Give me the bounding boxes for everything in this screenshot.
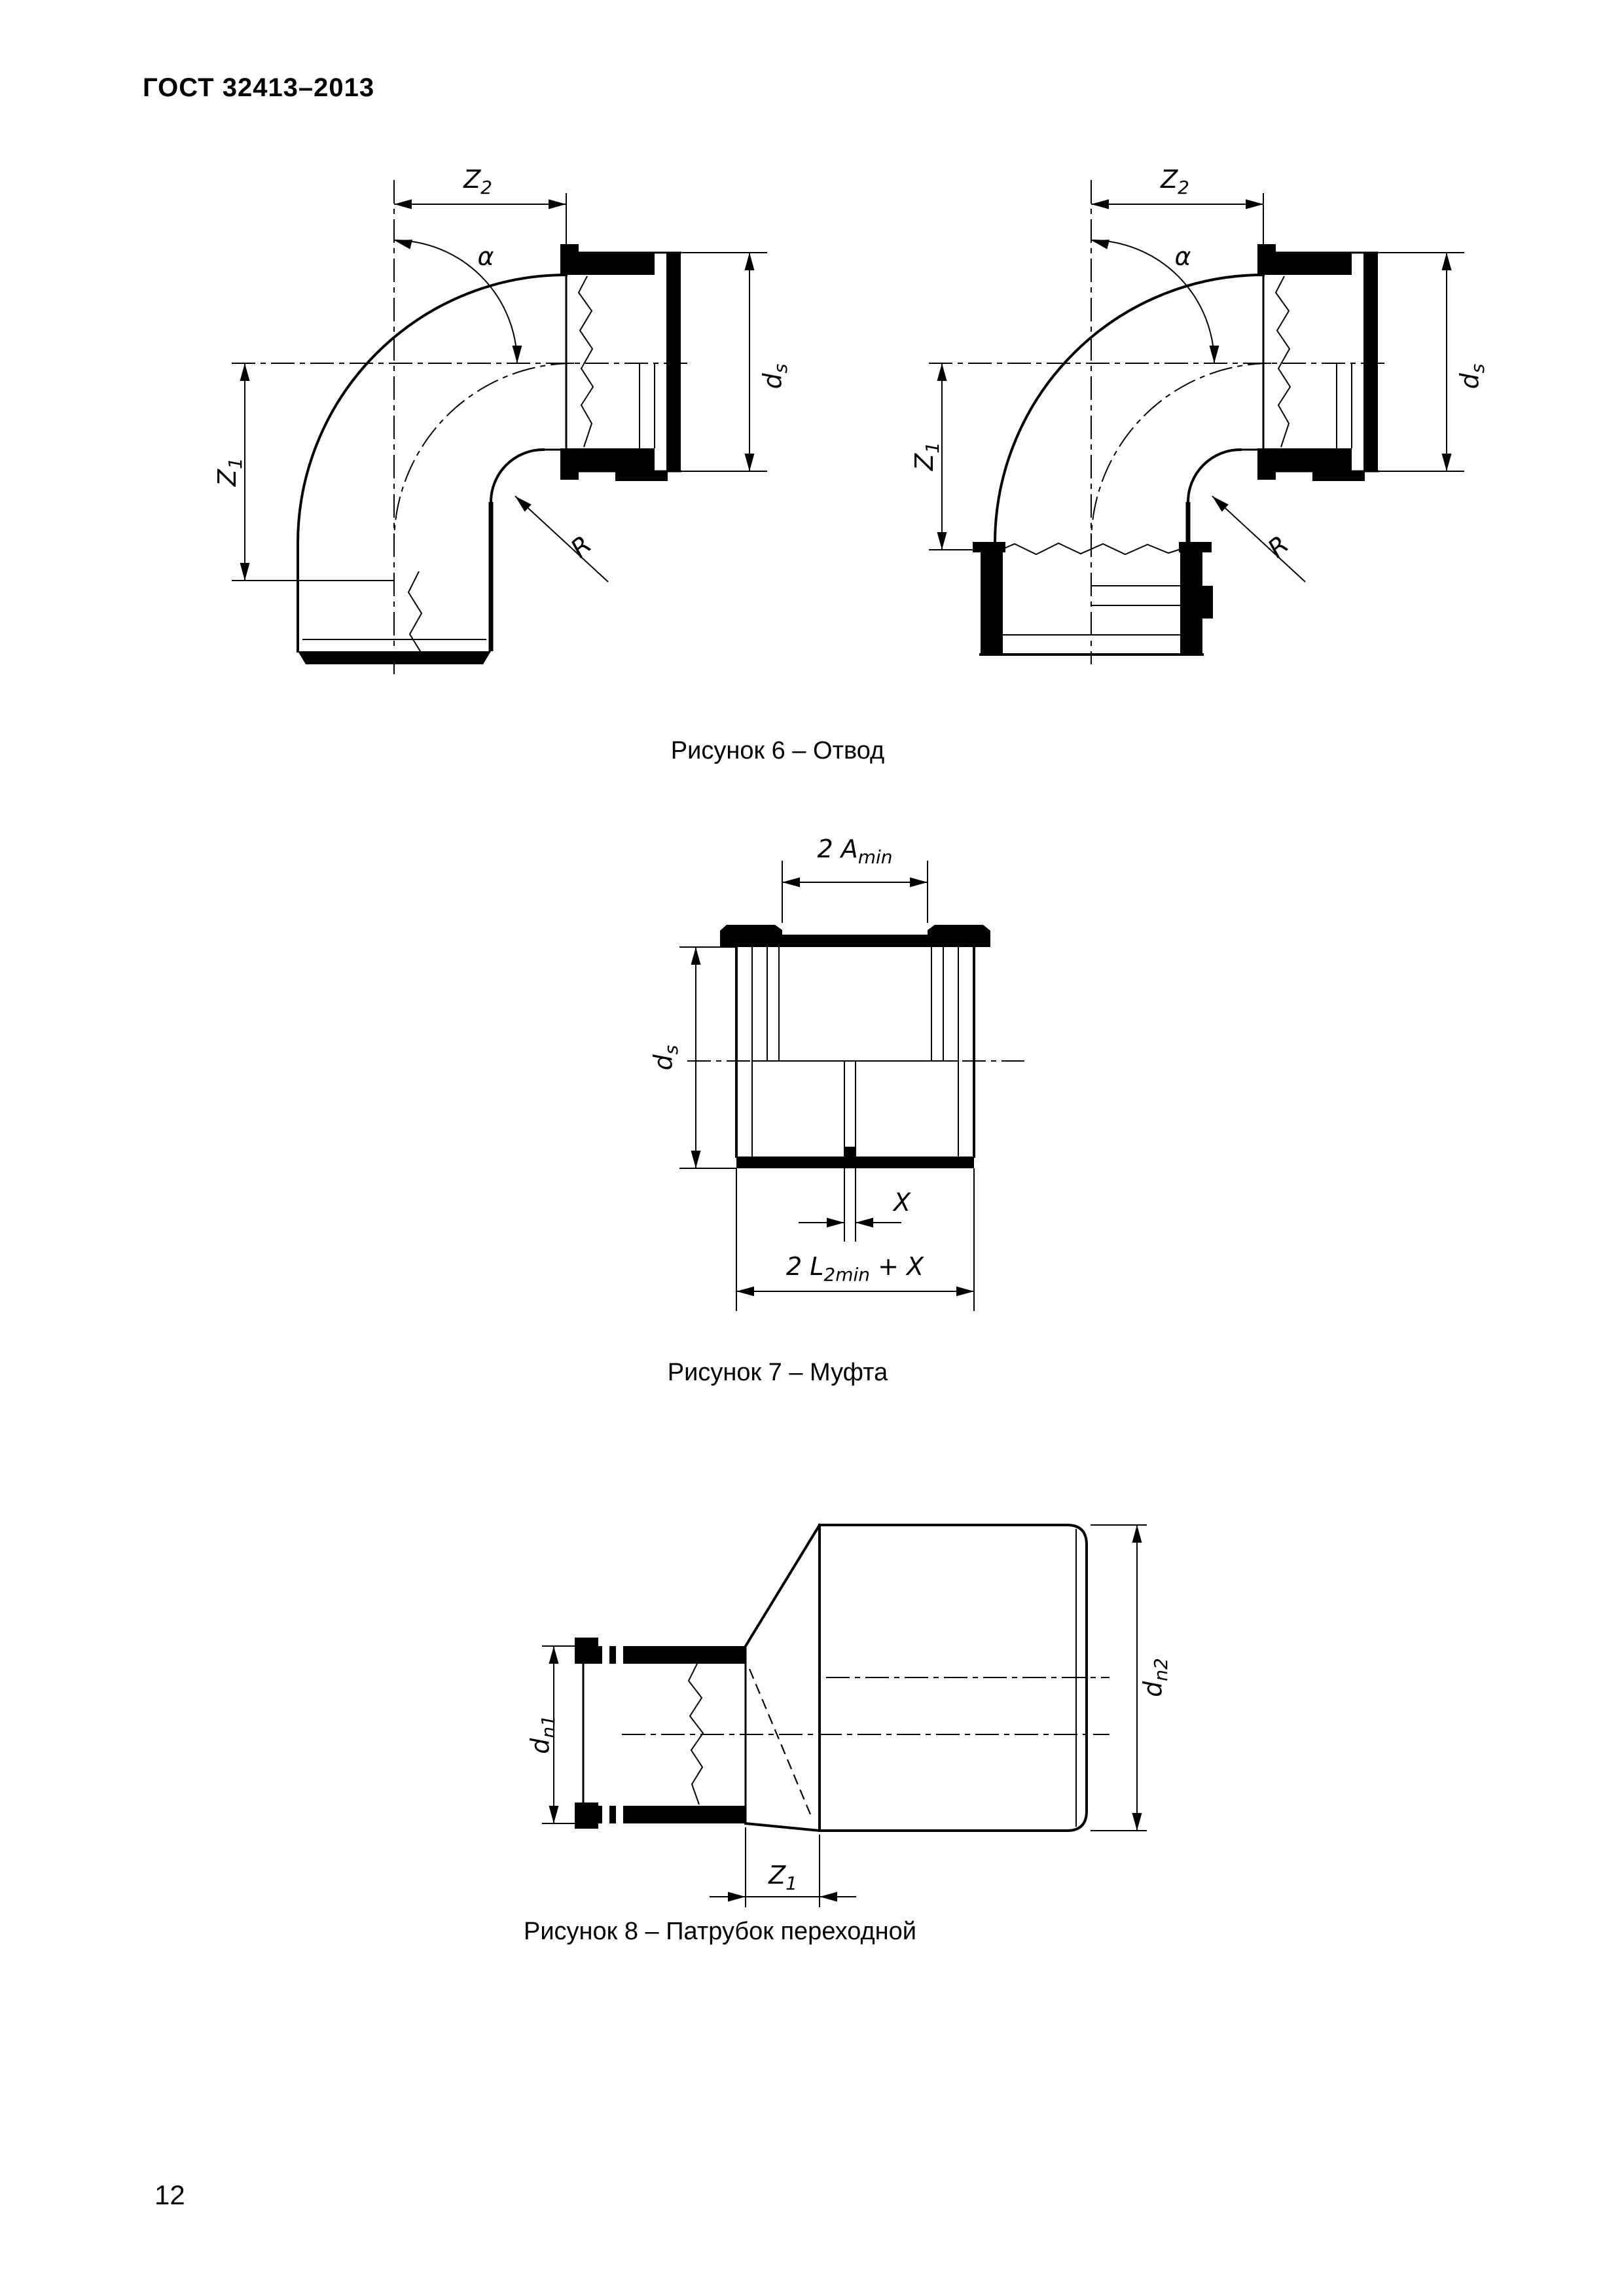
dim-label-dn2: $d_{n2}$: [1138, 1658, 1172, 1697]
dimension-dn1: [526, 1646, 586, 1823]
dim-label-ds: $d_s$: [649, 1045, 682, 1071]
dim-label-total-length: 2 $L_{2min} + X$: [785, 1252, 924, 1285]
elbow-body: [298, 244, 681, 664]
figure7-coupling-drawing: [615, 825, 1034, 1348]
dim-label-ds: $d_s$: [1455, 363, 1489, 389]
dim-label-x: X: [893, 1188, 911, 1217]
document-header: ГОСТ 32413–2013: [143, 73, 375, 102]
figure6-caption: Рисунок 6 – Отвод: [670, 737, 885, 764]
dimension-alpha: [393, 236, 522, 363]
dim-label-z1: $Z_1$: [213, 457, 246, 486]
dimension-ds: [1299, 253, 1489, 471]
dimension-r: [512, 493, 608, 582]
dimension-z1: [910, 363, 981, 550]
dim-label-r: R: [565, 529, 597, 564]
dim-label-2amin: 2 $A_{min}$: [817, 834, 893, 868]
dim-label-dn1: $d_{n1}$: [526, 1715, 559, 1754]
dimension-r: [1209, 493, 1305, 582]
figure8-reducer-drawing: [524, 1512, 1172, 1918]
dimension-alpha: [1090, 236, 1219, 363]
dim-label-ds: $d_s$: [758, 363, 791, 389]
dimension-z1: [213, 363, 394, 581]
dimension-ds: [602, 253, 791, 471]
reducer-centerlines: [622, 1677, 1110, 1734]
dim-label-z1: $Z_1$: [910, 442, 943, 471]
dim-label-alpha: α: [477, 242, 494, 271]
figure7-caption: Рисунок 7 – Муфта: [667, 1359, 888, 1386]
dimension-ds: [649, 947, 736, 1168]
dimension-z2: [1091, 165, 1263, 249]
dimension-2amin: [782, 834, 928, 923]
dimension-z1: [710, 1827, 856, 1907]
figure8-caption: Рисунок 8 – Патрубок переходной: [523, 1918, 917, 1945]
elbow-body: [973, 244, 1378, 655]
dim-label-z2: $Z_2$: [1161, 165, 1189, 198]
dim-label-alpha: α: [1174, 242, 1191, 271]
dimension-x: [799, 1168, 911, 1242]
coupling-body: [720, 925, 990, 1168]
page-number: 12: [154, 2179, 185, 2210]
dim-label-z1: $Z_1$: [768, 1861, 797, 1894]
figure6-left-elbow-drawing: [196, 141, 799, 677]
dim-label-z2: $Z_2$: [463, 165, 492, 198]
dimension-z2: [394, 165, 566, 249]
figure6-right-elbow-drawing: [893, 141, 1496, 677]
dim-label-r: R: [1262, 529, 1294, 564]
